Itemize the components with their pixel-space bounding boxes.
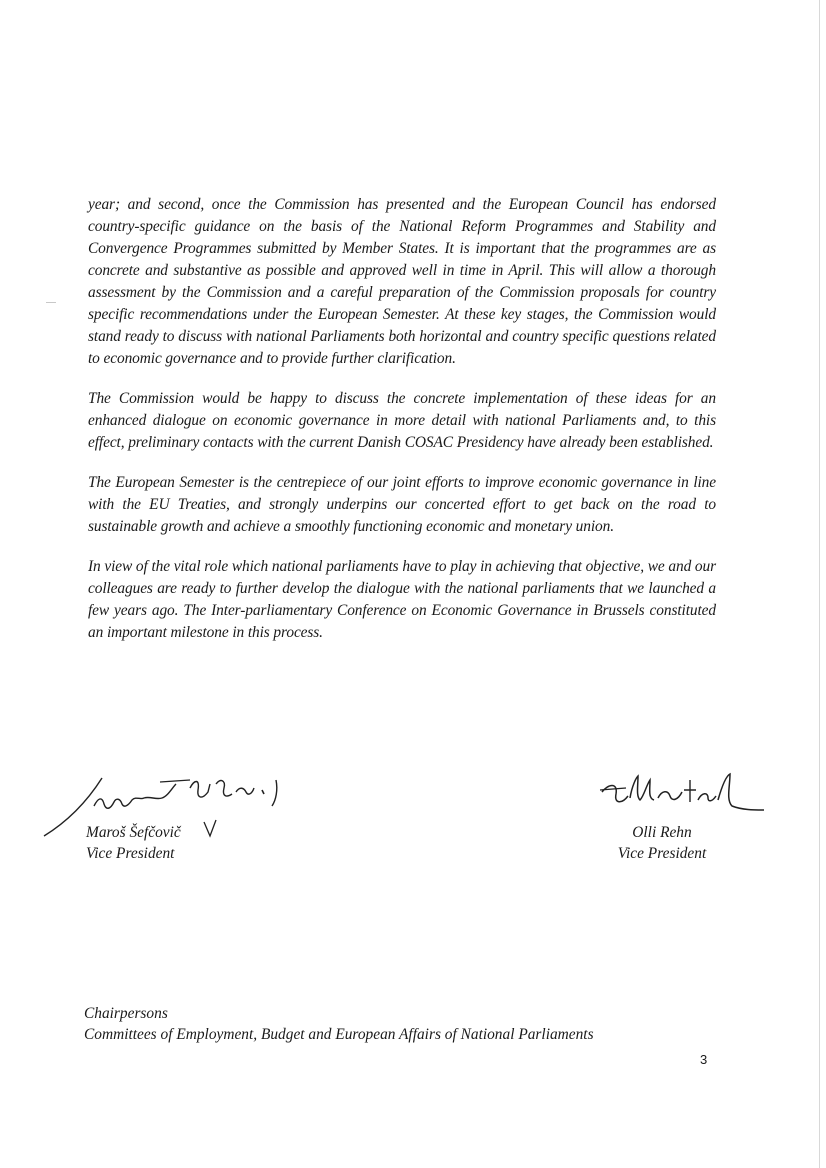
page-number: 3	[700, 1052, 708, 1067]
signatory-right-title: Vice President	[617, 845, 707, 862]
signatory-left-title: Vice President	[86, 845, 175, 862]
signatory-right	[612, 822, 712, 864]
paragraph-4: In view of the vital role which national parliaments have to play in achieving that objective, we and our colleagues are ready to further develop the dialogue with the national parliaments that we launched a few years ago. The Inter-parliamentary Conference on Economic Governance in Brussels constituted an important milestone in this process.	[88, 558, 716, 641]
margin-mark	[46, 302, 56, 303]
signature-right-image	[596, 772, 766, 822]
addressee-line-2: Committees of Employment, Budget and European Affairs of National Parliaments	[84, 1026, 594, 1043]
signatory-left	[86, 822, 181, 864]
signatory-left-name: Maroš Šefčovič	[86, 824, 181, 841]
paragraph-1: year; and second, once the Commission has presented and the European Council has endorsed country-specific guidance on the basis of the National Reform Programmes and Stability and Convergence Programmes submitted by Member States. It is important that the programmes are as concrete and substantive as possible and approved well in time in April. This will allow a thorough assessment by the Commission and a careful preparation of the Commission proposals for country specific recommendations under the European Semester. At these key stages, the Commission would stand ready to discuss with national Parliaments both horizontal and country specific questions related to economic governance and to provide further clarification.	[88, 196, 716, 367]
letter-body	[88, 194, 716, 662]
paragraph-3: The European Semester is the centrepiece of our joint efforts to improve economic governance in line with the EU Treaties, and strongly underpins our concerted effort to get back on the road to sustainable growth and achieve a smoothly functioning economic and monetary union.	[88, 474, 716, 535]
signatory-right-name: Olli Rehn	[632, 824, 692, 841]
addressee-block	[84, 1003, 594, 1045]
page-edge	[819, 0, 820, 1168]
paragraph-2: The Commission would be happy to discuss the concrete implementation of these ideas for an enhanced dialogue on economic governance in more detail with national Parliaments and, to this effect, preliminary contacts with the current Danish COSAC Presidency have already been established.	[88, 390, 716, 451]
addressee-line-1: Chairpersons	[84, 1005, 168, 1022]
